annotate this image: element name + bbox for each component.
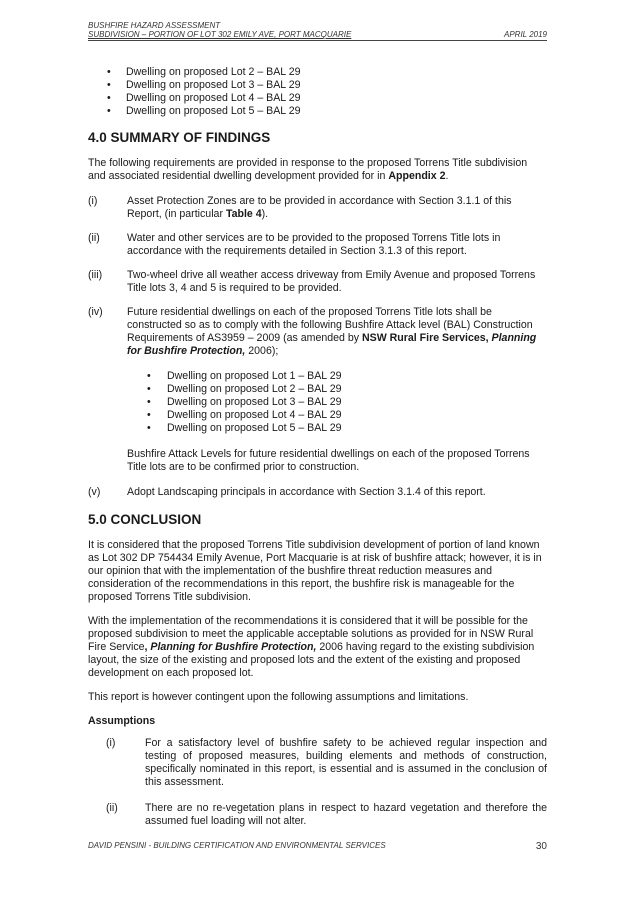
page-footer	[88, 841, 547, 852]
requirement-item: (i) Asset Protection Zones are to be provided in accordance with Section 3.1.1 of this Report, (in particular Table 4).	[88, 195, 512, 220]
section-4-heading: 4.0 SUMMARY OF FINDINGS	[88, 130, 271, 145]
conclusion-paragraph: It is considered that the proposed Torrens Title subdivision development of portion of land known as Lot 302 DP 754434 Emily Avenue, Port Macquarie is at risk of bushfire attack; however, it is in our opinion that with the implementation of the bushfire threat reduction measures and consideration of the recommendations in this report, the bushfire risk is manageable for the proposed Torrens Title subdivision.	[88, 539, 542, 603]
header-title: BUSHFIRE HAZARD ASSESSMENT	[88, 21, 221, 30]
bal-bullet-list	[127, 370, 547, 435]
assumption-item: (i) For a satisfactory level of bushfire safety to be achieved regular inspection and testing of proposed measures, building elements and methods of construction, specifically nominated in this report, is essential and is assumed in the conclusion of this assessment.	[106, 737, 547, 788]
list-item: • Dwelling on proposed Lot 5 – BAL 29	[88, 105, 547, 118]
header-date: APRIL 2019	[504, 30, 547, 39]
top-bullet-list	[88, 66, 547, 118]
requirement-item: (ii) Water and other services are to be provided to the proposed Torrens Title lots in accordance with the requirements detailed in Section 3.1.3 of this report.	[88, 232, 501, 257]
list-item: • Dwelling on proposed Lot 1 – BAL 29	[127, 370, 547, 383]
page-header	[88, 21, 547, 41]
list-item: • Dwelling on proposed Lot 4 – BAL 29	[88, 92, 547, 105]
assumptions-heading: Assumptions	[88, 715, 156, 727]
list-item: • Dwelling on proposed Lot 4 – BAL 29	[127, 409, 547, 422]
footer-company: DAVID PENSINI - BUILDING CERTIFICATION AND ENVIRONMENTAL SERVICES	[88, 841, 386, 850]
requirement-item: (v) Adopt Landscaping principals in accordance with Section 3.1.4 of this report.	[88, 486, 486, 498]
conclusion-paragraph: This report is however contingent upon the following assumptions and limitations.	[88, 691, 469, 703]
list-item: • Dwelling on proposed Lot 3 – BAL 29	[88, 79, 547, 92]
requirement-item: (iv) Future residential dwellings on each of the proposed Torrens Title lots shall be constructed so as to comply with the following Bushfire Attack level (BAL) Construction Requirements of AS3959 – 2009 (as amended by NSW Rural Fire Services, Planning for Bushfire Protection, 2006); • Dwelling on proposed Lot 1 – BAL 29 • Dwelling on proposed Lot 2 – BAL 29 • Dwelling on proposed Lot 3 – BAL 29 • Dwelling on proposed Lot 4 – BAL 29 • Dwelling on proposed Lot 5 – BAL 29 Bushfire Attack Levels for future residential dwellings on each of the proposed Torrens Title lots are to be confirmed prior to construction.	[88, 306, 547, 474]
list-item: • Dwelling on proposed Lot 2 – BAL 29	[127, 383, 547, 396]
conclusion-paragraph: With the implementation of the recommendations it is considered that it will be possible for the proposed subdivision to meet the applicable acceptable solutions as provided for in NSW Rural Fire Service, Planning for Bushfire Protection, 2006 having regard to the existing subdivision layout, the size of the existing and proposed lots and the extent of the existing and proposed development on each proposed lot.	[88, 615, 535, 679]
section-4-intro: The following requirements are provided in response to the proposed Torrens Title subdivision and associated residential dwelling development provided for in Appendix 2.	[88, 157, 528, 182]
bal-note: Bushfire Attack Levels for future residential dwellings on each of the proposed Torrens Title lots are to be confirmed prior to construction.	[127, 448, 530, 473]
requirement-item: (iii) Two-wheel drive all weather access driveway from Emily Avenue and proposed Torrens Title lots 3, 4 and 5 is required to be provided.	[88, 269, 536, 294]
list-item: • Dwelling on proposed Lot 3 – BAL 29	[127, 396, 547, 409]
header-subtitle: SUBDIVISION – PORTION OF LOT 302 EMILY AVE, PORT MACQUARIE	[88, 30, 352, 39]
page-number: 30	[535, 841, 547, 852]
list-item: • Dwelling on proposed Lot 2 – BAL 29	[88, 66, 547, 79]
page-content	[88, 66, 547, 828]
assumption-item: (ii) There are no re-vegetation plans in respect to hazard vegetation and therefore the assumed fuel loading will not alter.	[106, 802, 547, 827]
section-5-heading: 5.0 CONCLUSION	[88, 512, 202, 527]
list-item: • Dwelling on proposed Lot 5 – BAL 29	[127, 422, 547, 435]
